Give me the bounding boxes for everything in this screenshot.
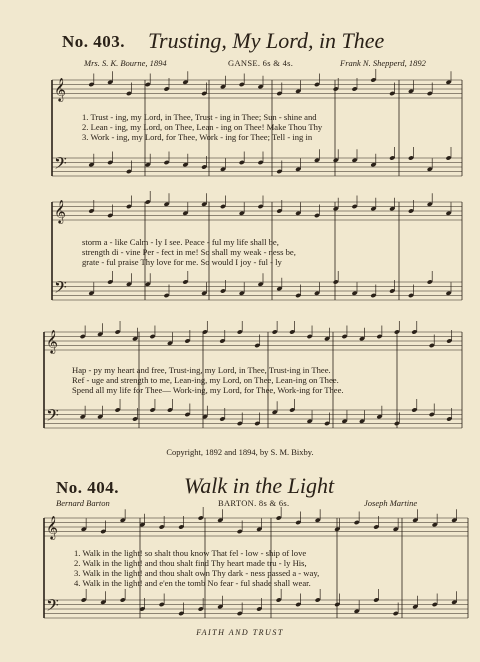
hymn-composer: Joseph Martine bbox=[364, 498, 418, 508]
lyric-line: 2. Walk in the light! and thou shalt find Thy heart made tru - ly His, bbox=[74, 558, 307, 568]
hymn-number: No. 403. bbox=[62, 32, 126, 51]
lyric-line: 1. Trust - ing, my Lord, in Thee, Trust - ing in Thee; Sun - shine and bbox=[82, 112, 317, 122]
tune-name: BARTON. 8s & 6s. bbox=[218, 498, 290, 508]
clef-symbol: 𝄞 bbox=[46, 329, 58, 353]
hymn-composer: Frank N. Shepperd, 1892 bbox=[340, 58, 426, 68]
hymn-author: Mrs. S. K. Bourne, 1894 bbox=[84, 58, 167, 68]
lyric-line: Hap - py my heart and free, Trust-ing, my Lord, in Thee, Trust-ing in Thee. bbox=[72, 365, 331, 375]
clef-symbol: 𝄞 bbox=[54, 199, 66, 223]
lyric-line: Spend all my life for Thee— Work-ing, my Lord, for Thee, Work-ing for Thee. bbox=[72, 385, 344, 395]
page-footer: FAITH AND TRUST bbox=[196, 628, 284, 637]
clef-symbol: 𝄢 bbox=[46, 595, 59, 619]
clef-symbol: 𝄞 bbox=[46, 515, 58, 539]
clef-symbol: 𝄢 bbox=[46, 405, 59, 429]
lyric-line: storm a - like Calm - ly I see. Peace - ful my life shall be, bbox=[82, 237, 279, 247]
hymn-author: Bernard Barton bbox=[56, 498, 110, 508]
lyric-line: 1. Walk in the light! so shalt thou know That fel - low - ship of love bbox=[74, 548, 307, 558]
clef-symbol: 𝄢 bbox=[54, 277, 67, 301]
lyric-line: 2. Lean - ing, my Lord, on Thee, Lean - ing on Thee! Make Thou Thy bbox=[82, 122, 323, 132]
lyric-line: grate - ful praise Thy love for me. So would I joy - ful - ly bbox=[82, 257, 282, 267]
lyric-line: 4. Walk in the light! and e'en the tomb No fear - ful shade shall wear. bbox=[74, 578, 311, 588]
clef-symbol: 𝄞 bbox=[54, 77, 66, 101]
hymn-title: Walk in the Light bbox=[184, 473, 335, 498]
clef-symbol: 𝄢 bbox=[54, 153, 67, 177]
hymn-number: No. 404. bbox=[56, 478, 120, 497]
tune-name: GANSE. 6s & 4s. bbox=[228, 58, 294, 68]
lyric-line: 3. Work - ing, my Lord, for Thee, Work - ing for Thee; Tell - ing in bbox=[82, 132, 313, 142]
hymn-title: Trusting, My Lord, in Thee bbox=[148, 28, 385, 53]
lyric-line: Ref - uge and strength to me, Lean-ing, my Lord, on Thee, Lean-ing on Thee. bbox=[72, 375, 339, 385]
lyric-line: strength di - vine Per - fect in me! So shall my weak - ness be, bbox=[82, 247, 296, 257]
copyright-notice: Copyright, 1892 and 1894, by S. M. Bixby. bbox=[166, 447, 314, 457]
lyric-line: 3. Walk in the light! and thou shalt own Thy dark - ness passed a - way, bbox=[74, 568, 320, 578]
